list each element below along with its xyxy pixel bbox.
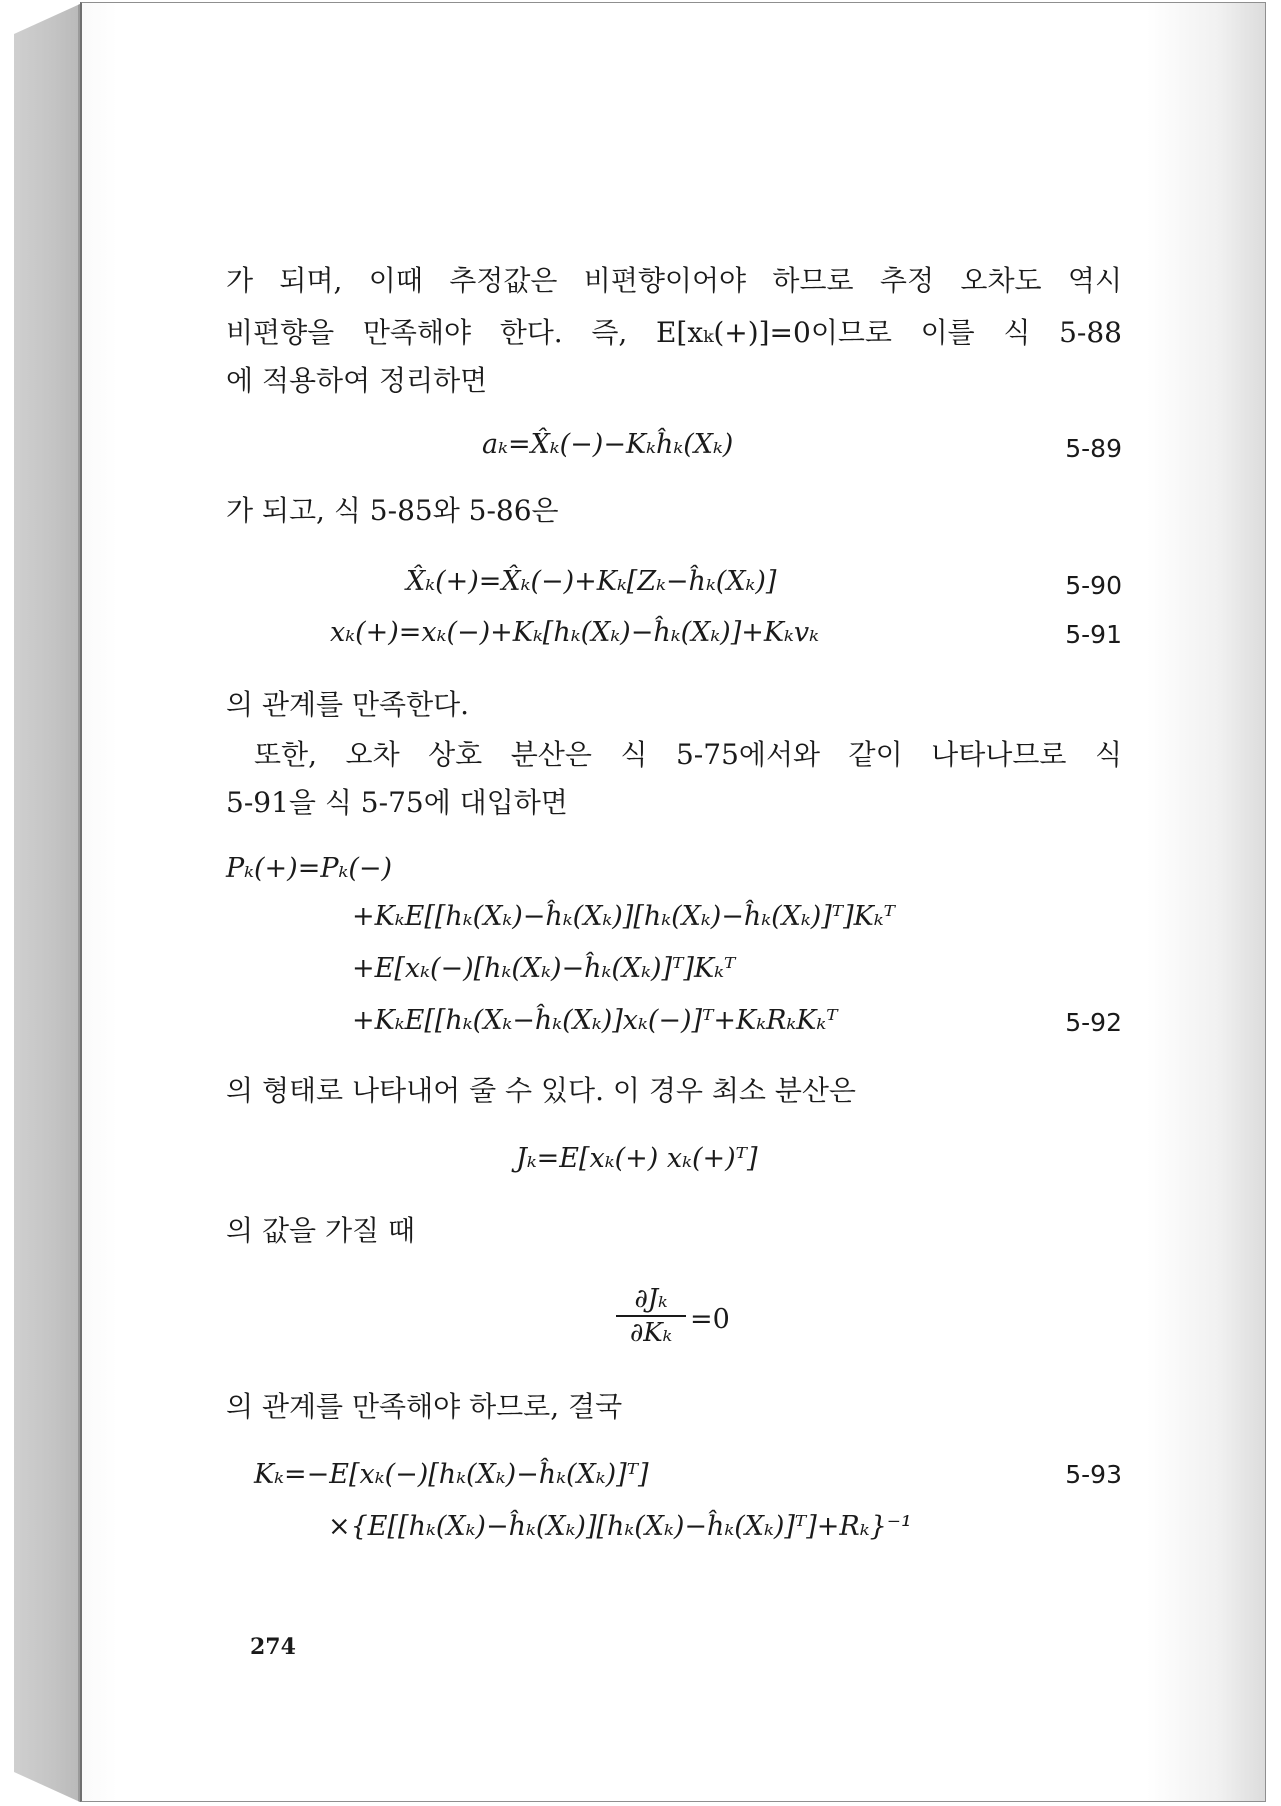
equation-number: 5-93 — [1065, 1460, 1122, 1489]
paragraph-line: 가 되며, 이때 추정값은 비편향이어야 하므로 추정 오차도 역시 — [226, 264, 1122, 297]
equation-5-93-line: Kₖ=−E[xₖ(−)[hₖ(Xₖ)−ĥₖ(Xₖ)]ᵀ] — [254, 1459, 649, 1490]
paragraph-line: 5-91을 식 5-75에 대입하면 — [226, 786, 568, 819]
equation-5-93-line: ×{E[[hₖ(Xₖ)−ĥₖ(Xₖ)][hₖ(Xₖ)−ĥₖ(Xₖ)]ᵀ]+Rₖ}⁻¹ — [328, 1511, 912, 1542]
page-number: 274 — [250, 1634, 296, 1660]
paragraph-line: 의 값을 가질 때 — [226, 1214, 415, 1247]
equation-jk: Jₖ=E[xₖ(+) xₖ(+)ᵀ] — [516, 1143, 758, 1174]
paragraph-line: 의 관계를 만족한다. — [226, 688, 470, 721]
partial-derivative-fraction — [616, 1283, 686, 1349]
paragraph-line: 또한, 오차 상호 분산은 식 5-75에서와 같이 나타나므로 식 — [254, 738, 1122, 771]
fraction-rhs: =0 — [690, 1304, 730, 1335]
paragraph-line: 의 관계를 만족해야 하므로, 결국 — [226, 1390, 623, 1423]
equation-5-92-line: +E[xₖ(−)[hₖ(Xₖ)−ĥₖ(Xₖ)]ᵀ]Kₖᵀ — [352, 953, 736, 984]
equation-number: 5-90 — [1065, 571, 1122, 600]
paragraph-line: 비편향을 만족해야 한다. 즉, E[xₖ(+)]=0이므로 이를 식 5-88 — [226, 316, 1122, 349]
equation-number: 5-91 — [1065, 620, 1122, 649]
equation-number: 5-92 — [1065, 1008, 1122, 1037]
equation-5-92-line: Pₖ(+)=Pₖ(−) — [226, 853, 393, 884]
equation-5-92-line: +KₖE[[hₖ(Xₖ−ĥₖ(Xₖ)]xₖ(−)]ᵀ+KₖRₖKₖᵀ — [352, 1005, 838, 1036]
equation-number: 5-89 — [1065, 434, 1122, 463]
fraction-denominator: ∂Kₖ — [629, 1318, 673, 1348]
paragraph-line: 가 되고, 식 5-85와 5-86은 — [226, 494, 559, 527]
equation-5-89: aₖ=X̂ₖ(−)−Kₖĥₖ(Xₖ) — [482, 429, 734, 460]
paragraph-line: 의 형태로 나타내어 줄 수 있다. 이 경우 최소 분산은 — [226, 1074, 856, 1107]
fraction-numerator: ∂Jₖ — [616, 1283, 686, 1317]
equation-5-91: xₖ(+)=xₖ(−)+Kₖ[hₖ(Xₖ)−ĥₖ(Xₖ)]+Kₖvₖ — [330, 617, 819, 648]
equation-5-92-line: +KₖE[[hₖ(Xₖ)−ĥₖ(Xₖ)][hₖ(Xₖ)−ĥₖ(Xₖ)]ᵀ]Kₖᵀ — [352, 901, 895, 932]
equation-5-90: X̂ₖ(+)=X̂ₖ(−)+Kₖ[Zₖ−ĥₖ(Xₖ)] — [406, 566, 777, 597]
paragraph-line: 에 적용하여 정리하면 — [226, 364, 488, 397]
